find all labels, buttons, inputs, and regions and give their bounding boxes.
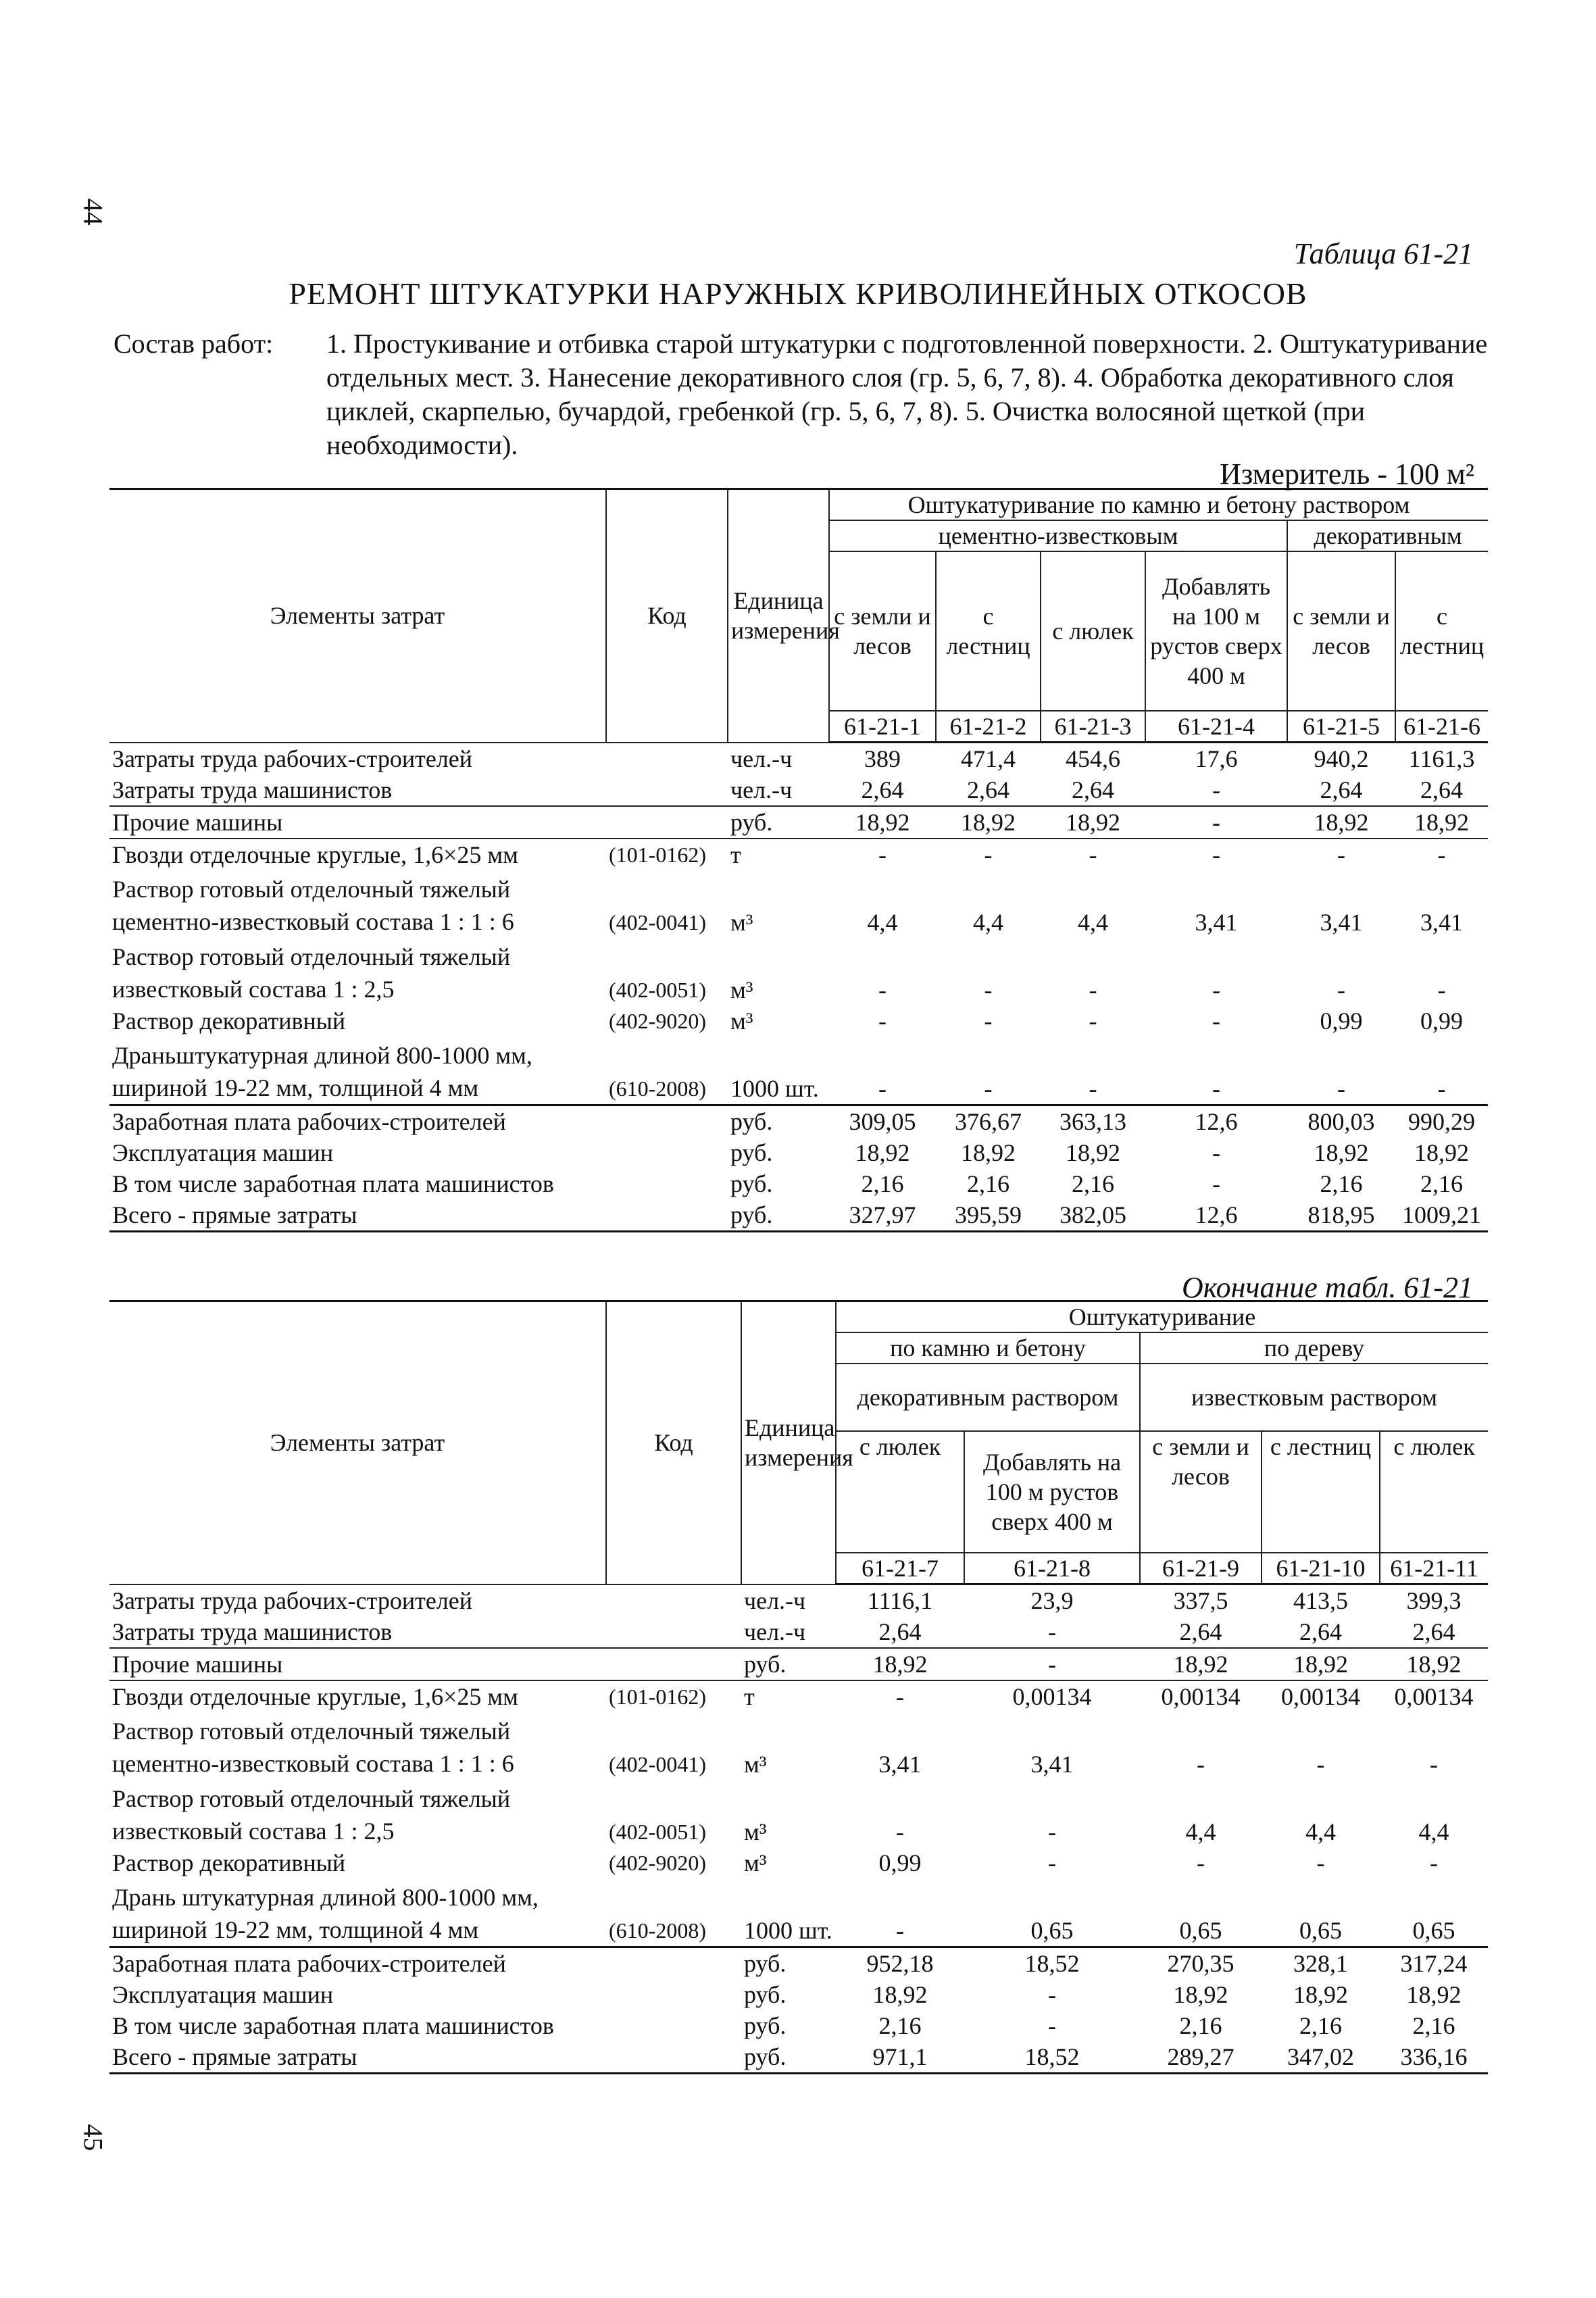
row-value: - [984, 841, 993, 868]
row-value: 18,92 [1293, 1981, 1348, 2008]
row-value: - [984, 976, 993, 1003]
table-row [109, 2041, 1488, 2074]
row-name: Раствор готовый отделочный тяжелый известковый состава 1 : 2,5 [112, 1785, 511, 1845]
row-value: 800,03 [1287, 1105, 1395, 1138]
row-value: 0,65 [1030, 1917, 1074, 1944]
row-value: 18,92 [829, 806, 936, 839]
row-value: 3,41 [1420, 909, 1463, 936]
row-value: - [1316, 1849, 1325, 1876]
header-sub-decorative-mortar: декоративным раствором [836, 1364, 1140, 1431]
table-row [109, 806, 1488, 839]
header-col-3: с люлек [1041, 551, 1145, 711]
header-col-5: с люлек [1380, 1431, 1488, 1553]
row-value: - [1048, 1818, 1056, 1845]
row-unit: чел.-ч [741, 1616, 836, 1648]
row-name: Заработная плата рабочих-строителей [109, 1105, 606, 1138]
row-value: 4,4 [1078, 909, 1108, 936]
row-name: Драньштукатурная длиной 800-1000 мм, шириной 19-22 мм, толщиной 4 мм [112, 1042, 532, 1101]
row-value: 18,92 [1173, 1981, 1228, 2008]
row-value: 0,99 [1320, 1007, 1363, 1034]
header-sub-cement-lime: цементно-известковым [829, 520, 1287, 551]
table-row [109, 1137, 1488, 1168]
header-code: Код [606, 489, 728, 743]
row-code [606, 1584, 741, 1617]
row-value: 289,27 [1140, 2041, 1262, 2074]
row-code [606, 1648, 741, 1680]
table-row [109, 1680, 1488, 1712]
page-number-bottom: 45 [78, 2124, 109, 2151]
row-value: 317,24 [1380, 1947, 1488, 1980]
row-value: - [1089, 841, 1097, 868]
row-value: 327,97 [829, 1199, 936, 1232]
row-value: 18,92 [1395, 806, 1488, 839]
row-code: (402-0051) [609, 978, 706, 1002]
row-name: Раствор готовый отделочный тяжелый цементно-известковый состава 1 : 1 : 6 [112, 876, 514, 935]
header-code: Код [606, 1301, 741, 1584]
row-value: 0,65 [1299, 1917, 1342, 1944]
row-code [606, 1105, 728, 1138]
header-sub-lime-mortar: известковым раствором [1140, 1364, 1488, 1431]
row-value: - [1337, 1075, 1345, 1102]
row-value: 2,16 [1412, 2012, 1455, 2039]
row-code: (610-2008) [609, 1918, 706, 1943]
row-name: В том числе заработная плата машинистов [112, 2012, 554, 2039]
table-row [109, 774, 1488, 806]
row-unit: руб. [741, 2041, 836, 2074]
row-code [606, 1199, 728, 1232]
row-value: 0,00134 [1394, 1683, 1474, 1710]
header-code-11: 61-21-11 [1380, 1553, 1488, 1584]
table-row [109, 1036, 1488, 1105]
row-code [606, 1137, 728, 1168]
row-value: 413,5 [1293, 1587, 1348, 1614]
row-value: 2,16 [1179, 2012, 1222, 2039]
header-col-6: с лестниц [1395, 551, 1488, 711]
row-value: - [1048, 1981, 1056, 2008]
row-code [606, 1979, 741, 2010]
row-value: - [1089, 1007, 1097, 1034]
header-code-9: 61-21-9 [1140, 1553, 1262, 1584]
row-name: Раствор декоративный [112, 1849, 346, 1876]
row-value: - [1437, 976, 1446, 1003]
row-value: 2,16 [967, 1170, 1009, 1197]
row-name: Раствор готовый отделочный тяжелый цементно-известковый состава 1 : 1 : 6 [112, 1718, 514, 1777]
row-value: 270,35 [1140, 1947, 1262, 1980]
row-value: - [878, 841, 887, 868]
table-row [109, 870, 1488, 938]
row-value: 0,99 [878, 1849, 922, 1876]
row-value: 18,92 [1066, 1139, 1120, 1166]
row-unit: чел.-ч [728, 774, 829, 806]
table-label: Таблица 61-21 [1293, 237, 1473, 270]
row-code [606, 1947, 741, 1980]
row-unit: т [744, 1683, 755, 1710]
row-value: 2,64 [836, 1616, 964, 1648]
row-value: 17,6 [1195, 745, 1238, 772]
measure-unit: Измеритель - 100 м² [1220, 457, 1474, 491]
row-value: 2,16 [1320, 1170, 1363, 1197]
row-unit: руб. [728, 806, 829, 839]
row-value: 18,92 [855, 1139, 910, 1166]
row-value: 0,65 [1412, 1917, 1455, 1944]
row-code [606, 2041, 741, 2074]
row-name: Раствор декоративный [112, 1007, 346, 1034]
table-row [109, 1947, 1488, 1980]
row-value: 4,4 [1418, 1818, 1449, 1845]
row-value: 18,52 [964, 1947, 1140, 1980]
table-row [109, 1168, 1488, 1199]
row-value: 347,02 [1262, 2041, 1380, 2074]
header-code-7: 61-21-7 [836, 1553, 964, 1584]
row-unit: чел.-ч [744, 1587, 806, 1614]
row-value: - [1212, 1075, 1220, 1102]
header-col-3: с земли и лесов [1140, 1431, 1262, 1553]
row-value: 382,05 [1041, 1199, 1145, 1232]
row-code: (101-0162) [609, 843, 706, 867]
row-value: 4,4 [867, 909, 898, 936]
row-value: 2,16 [1420, 1170, 1463, 1197]
header-sub-wood: по дереву [1140, 1332, 1488, 1364]
row-value: - [1145, 806, 1287, 839]
row-value: - [1048, 1849, 1056, 1876]
row-value: 0,00134 [1161, 1683, 1241, 1710]
row-code: (101-0162) [609, 1684, 706, 1709]
row-value: - [1089, 976, 1097, 1003]
row-code: (402-0051) [609, 1820, 706, 1844]
table-row [109, 1712, 1488, 1780]
row-value: 18,92 [961, 1139, 1016, 1166]
header-col-2: с лестниц [936, 551, 1041, 711]
row-name: Дрань штукатурная длиной 800-1000 мм, шириной 19-22 мм, толщиной 4 мм [112, 1884, 539, 1943]
row-code [606, 743, 728, 775]
row-name: Гвозди отделочные круглые, 1,6×25 мм [112, 1683, 518, 1710]
row-value: - [1197, 1849, 1205, 1876]
row-code [606, 806, 728, 839]
table-row [109, 1199, 1488, 1232]
header-code-2: 61-21-2 [936, 711, 1041, 743]
row-code: (402-9020) [609, 1009, 706, 1033]
row-unit: м³ [730, 909, 753, 936]
table-row [109, 1616, 1488, 1648]
header-code-5: 61-21-5 [1287, 711, 1395, 743]
row-value: 2,64 [1041, 774, 1145, 806]
row-name: Раствор готовый отделочный тяжелый известковый состава 1 : 2,5 [112, 943, 511, 1003]
row-unit: руб. [744, 1981, 787, 2008]
header-group: Оштукатуривание [836, 1301, 1488, 1333]
table-row [109, 743, 1488, 775]
row-code: (402-0041) [609, 1752, 706, 1776]
table-row [109, 1979, 1488, 2010]
row-value: - [984, 1007, 993, 1034]
row-value: 363,13 [1041, 1105, 1145, 1138]
header-group: Оштукатуривание по камню и бетону раствором [829, 489, 1488, 521]
row-code: (610-2008) [609, 1076, 706, 1101]
row-value: - [1212, 1170, 1220, 1197]
row-name: Затраты труда рабочих-строителей [112, 1587, 473, 1614]
row-value: - [1316, 1751, 1325, 1778]
row-value: 3,41 [1320, 909, 1363, 936]
header-col-4: Добавлять на 100 м рустов сверх 400 м [1145, 551, 1287, 711]
row-unit: руб. [741, 1648, 836, 1680]
cost-table-2-body [109, 1584, 1488, 2074]
row-name: Всего - прямые затраты [109, 2041, 606, 2074]
row-value: - [964, 1616, 1140, 1648]
row-value: 1116,1 [867, 1587, 933, 1614]
row-value: 18,92 [936, 806, 1041, 839]
row-value: - [1089, 1075, 1097, 1102]
cost-table-1 [109, 488, 1488, 1232]
table-row [109, 839, 1488, 870]
cost-table-1-body [109, 743, 1488, 1232]
row-unit: м³ [730, 1007, 753, 1034]
work-composition-text: 1. Простукивание и отбивка старой штукатурки с подготовленной поверхности. 2. Оштукатуривание отдельных мест. 3. Нанесение декоративного слоя (гр. 5, 6, 7, 8). 4. Обработка декоративного слоя циклей, скарпелью, бучардой, гребенкой (гр. 5, 6, 7, 8). 5. Очистка волосяной щеткой (при необходимости). [326, 328, 1488, 460]
row-value: 18,92 [1140, 1648, 1262, 1680]
row-value: 12,6 [1145, 1105, 1287, 1138]
table-row [109, 1005, 1488, 1036]
row-value: - [1337, 976, 1345, 1003]
row-value: - [896, 1917, 904, 1944]
row-code [606, 1616, 741, 1648]
header-code-6: 61-21-6 [1395, 711, 1488, 743]
header-code-8: 61-21-8 [964, 1553, 1140, 1584]
row-value: 395,59 [936, 1199, 1041, 1232]
row-value: - [984, 1075, 993, 1102]
row-value: 0,00134 [1281, 1683, 1360, 1710]
table-row [109, 1847, 1488, 1878]
row-value: 1161,3 [1408, 745, 1475, 772]
header-col-1: с люлек [836, 1431, 964, 1553]
row-value: 952,18 [836, 1947, 964, 1980]
row-value: 4,4 [1185, 1818, 1216, 1845]
header-elements: Элементы затрат [109, 1301, 606, 1584]
row-unit: т [730, 841, 741, 868]
header-code-1: 61-21-1 [829, 711, 936, 743]
header-elements: Элементы затрат [109, 489, 606, 743]
row-value: 309,05 [829, 1105, 936, 1138]
row-name: Эксплуатация машин [112, 1981, 334, 2008]
row-value: 0,00134 [1012, 1683, 1092, 1710]
row-name: Прочие машины [109, 806, 606, 839]
row-unit: руб. [730, 1139, 773, 1166]
header-code-3: 61-21-3 [1041, 711, 1145, 743]
row-value: - [878, 1075, 887, 1102]
row-value: - [1212, 1007, 1220, 1034]
row-value: 818,95 [1287, 1199, 1395, 1232]
row-value: 18,52 [964, 2041, 1140, 2074]
cost-table-2 [109, 1300, 1488, 2074]
row-value: 18,92 [836, 1648, 964, 1680]
row-code [606, 2010, 741, 2041]
row-value: 2,64 [1140, 1616, 1262, 1648]
table-row [109, 1105, 1488, 1138]
row-value: - [1212, 976, 1220, 1003]
row-code [606, 1168, 728, 1199]
row-unit: руб. [744, 2012, 787, 2039]
row-value: 2,64 [1380, 1616, 1488, 1648]
row-unit: 1000 шт. [730, 1075, 819, 1102]
row-unit: руб. [728, 1105, 829, 1138]
row-value: - [1337, 841, 1345, 868]
row-value: 18,92 [1414, 1139, 1469, 1166]
row-value: 2,16 [878, 2012, 922, 2039]
row-code: (402-9020) [609, 1851, 706, 1875]
row-value: 18,92 [1406, 1981, 1462, 2008]
row-value: 399,3 [1406, 1587, 1462, 1614]
row-value: 18,92 [1041, 806, 1145, 839]
row-value: 2,64 [1262, 1616, 1380, 1648]
header-sub-stone-concrete: по камню и бетону [836, 1332, 1140, 1364]
page-number-top: 44 [78, 198, 109, 226]
header-code-4: 61-21-4 [1145, 711, 1287, 743]
table-row [109, 938, 1488, 1005]
table-row [109, 1878, 1488, 1947]
row-value: 2,64 [936, 774, 1041, 806]
row-value: 2,16 [1299, 2012, 1342, 2039]
table-row [109, 2010, 1488, 2041]
row-value: - [1197, 1751, 1205, 1778]
row-unit: м³ [744, 1751, 767, 1778]
header-col-4: с лестниц [1262, 1431, 1380, 1553]
row-name: Всего - прямые затраты [109, 1199, 606, 1232]
row-value: 454,6 [1066, 745, 1120, 772]
row-name: Прочие машины [109, 1648, 606, 1680]
page-title: РЕМОНТ ШТУКАТУРКИ НАРУЖНЫХ КРИВОЛИНЕЙНЫХ ОТКОСОВ [289, 276, 1307, 311]
row-value: 12,6 [1145, 1199, 1287, 1232]
row-value: 0,65 [1179, 1917, 1222, 1944]
row-value: 2,64 [829, 774, 936, 806]
row-value: 3,41 [1030, 1751, 1074, 1778]
row-value: 18,92 [872, 1981, 928, 2008]
row-unit: чел.-ч [730, 745, 793, 772]
row-value: - [896, 1818, 904, 1845]
row-value: - [1430, 1751, 1439, 1778]
header-col-5: с земли и лесов [1287, 551, 1395, 711]
row-name: Эксплуатация машин [112, 1139, 334, 1166]
row-value: 18,92 [1262, 1648, 1380, 1680]
row-value: 2,64 [1287, 774, 1395, 806]
row-name: Затраты труда рабочих-строителей [112, 745, 473, 772]
row-value: 389 [864, 745, 901, 772]
header-code-10: 61-21-10 [1262, 1553, 1380, 1584]
row-unit: руб. [728, 1199, 829, 1232]
row-value: - [1437, 1075, 1446, 1102]
row-name: В том числе заработная плата машинистов [112, 1170, 554, 1197]
row-value: 0,99 [1420, 1007, 1463, 1034]
row-code [606, 774, 728, 806]
row-unit: м³ [744, 1818, 767, 1845]
row-name: Заработная плата рабочих-строителей [109, 1947, 606, 1980]
row-value: 471,4 [961, 745, 1016, 772]
row-value: - [1145, 774, 1287, 806]
header-col-2: Добавлять на 100 м рустов сверх 400 м [964, 1431, 1140, 1553]
row-unit: руб. [730, 1170, 773, 1197]
row-name: Затраты труда машинистов [109, 774, 606, 806]
row-value: 3,41 [878, 1751, 922, 1778]
header-unit: Единица измерения [728, 489, 829, 743]
row-unit: 1000 шт. [744, 1917, 832, 1944]
row-value: 3,41 [1195, 909, 1238, 936]
row-value: 2,64 [1395, 774, 1488, 806]
row-value: - [1048, 2012, 1056, 2039]
row-value: 4,4 [973, 909, 1003, 936]
table-row [109, 1780, 1488, 1847]
row-value: 18,92 [1380, 1648, 1488, 1680]
row-value: 940,2 [1314, 745, 1369, 772]
row-unit: руб. [741, 1947, 836, 1980]
row-value: 2,16 [861, 1170, 904, 1197]
row-value: 1009,21 [1395, 1199, 1488, 1232]
row-value: - [1212, 1139, 1220, 1166]
row-value: 971,1 [836, 2041, 964, 2074]
row-value: 2,16 [1072, 1170, 1114, 1197]
row-value: - [1437, 841, 1446, 868]
row-value: 336,16 [1380, 2041, 1488, 2074]
work-composition [114, 327, 1492, 462]
row-unit: м³ [730, 976, 753, 1003]
header-col-1: с земли и лесов [829, 551, 936, 711]
row-value: - [1212, 841, 1220, 868]
row-value: - [878, 976, 887, 1003]
table-row [109, 1648, 1488, 1680]
row-value: 23,9 [1030, 1587, 1074, 1614]
row-value: 990,29 [1395, 1105, 1488, 1138]
row-value: 376,67 [936, 1105, 1041, 1138]
work-composition-label: Состав работ: [114, 328, 274, 359]
row-code: (402-0041) [609, 910, 706, 934]
row-name: Гвозди отделочные круглые, 1,6×25 мм [112, 841, 518, 868]
header-unit: Единица измерения [741, 1301, 836, 1584]
row-value: 18,92 [1314, 1139, 1369, 1166]
row-value: - [1430, 1849, 1439, 1876]
row-name: Затраты труда машинистов [109, 1616, 606, 1648]
row-value: - [896, 1683, 904, 1710]
row-value: 18,92 [1287, 806, 1395, 839]
row-value: 337,5 [1173, 1587, 1228, 1614]
row-value: 328,1 [1262, 1947, 1380, 1980]
row-value: - [964, 1648, 1140, 1680]
table-row [109, 1584, 1488, 1617]
continuation-label: Окончание табл. 61-21 [1181, 1271, 1473, 1304]
header-sub-decorative: декоративным [1287, 520, 1488, 551]
row-value: - [878, 1007, 887, 1034]
row-value: 4,4 [1305, 1818, 1336, 1845]
row-unit: м³ [744, 1849, 767, 1876]
